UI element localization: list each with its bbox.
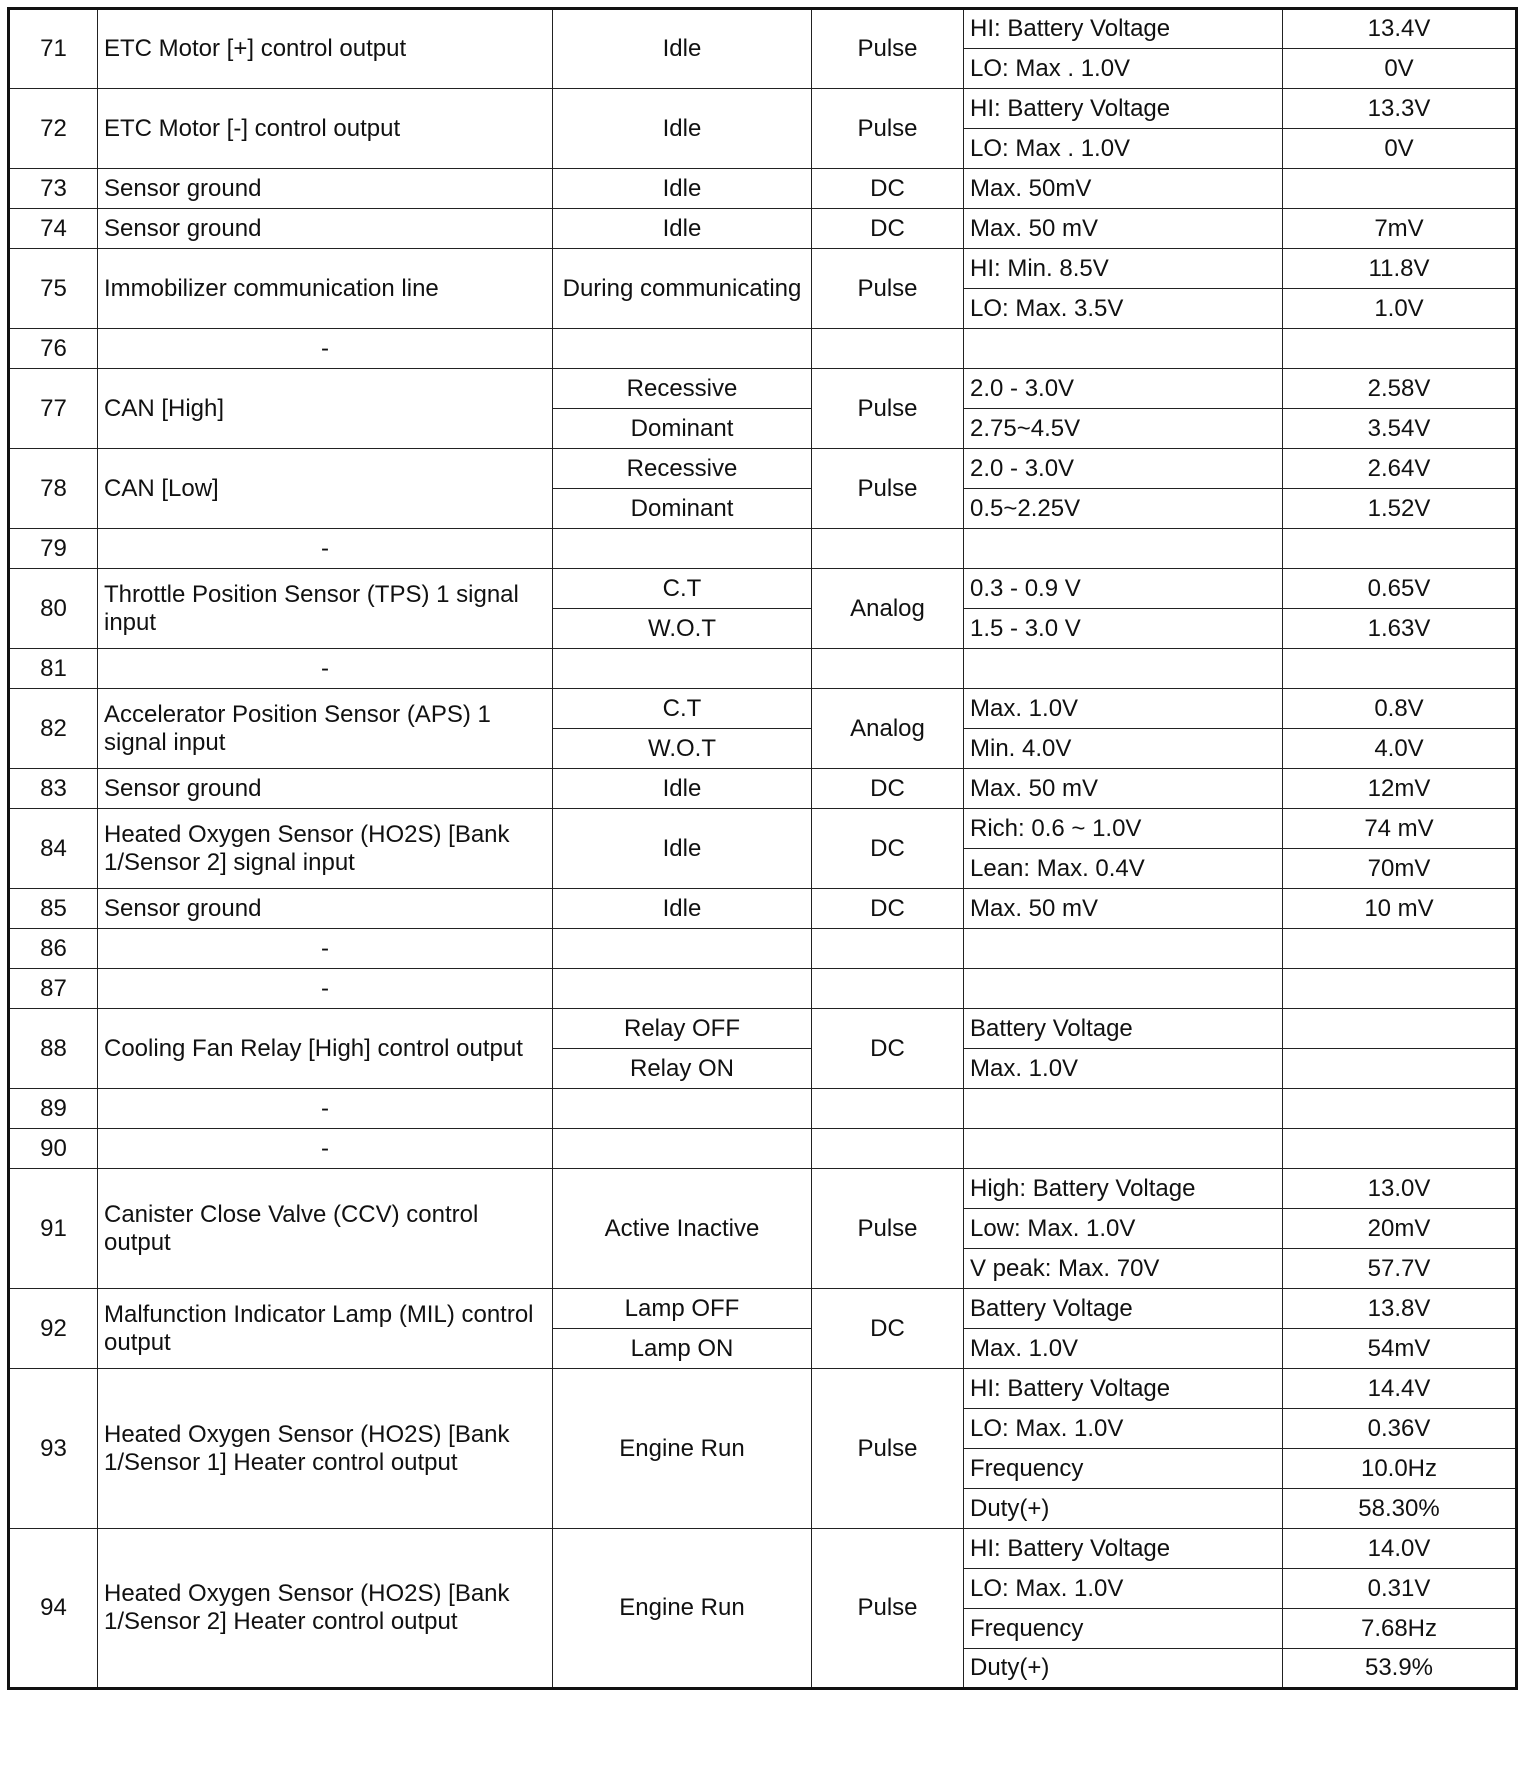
table-row [9,569,1517,609]
pin-number: 71 [9,9,98,89]
signal-type: Pulse [812,249,964,329]
pin-condition [553,329,812,369]
pin-condition: Idle [553,89,812,169]
spec-value: Battery Voltage [964,1289,1283,1329]
pin-number: 74 [9,209,98,249]
spec-value: Low: Max. 1.0V [964,1209,1283,1249]
pin-description: CAN [Low] [98,449,553,529]
pin-description: Accelerator Position Sensor (APS) 1 signal input [98,689,553,769]
signal-type: DC [812,209,964,249]
signal-type: Pulse [812,9,964,89]
measured-value: 2.64V [1283,449,1517,489]
pin-number: 93 [9,1369,98,1529]
measured-value: 20mV [1283,1209,1517,1249]
spec-value: HI: Battery Voltage [964,89,1283,129]
spec-value [964,529,1283,569]
pin-description: - [98,329,553,369]
table-row [9,769,1517,809]
pin-condition: Idle [553,889,812,929]
spec-value: Min. 4.0V [964,729,1283,769]
table-row [9,929,1517,969]
measured-value [1283,1089,1517,1129]
pin-description: Immobilizer communication line [98,249,553,329]
spec-value: 0.5~2.25V [964,489,1283,529]
measured-value [1283,529,1517,569]
pin-number: 80 [9,569,98,649]
measured-value: 58.30% [1283,1489,1517,1529]
measured-value: 10.0Hz [1283,1449,1517,1489]
table-row [9,1529,1517,1569]
spec-value: LO: Max. 3.5V [964,289,1283,329]
measured-value: 14.4V [1283,1369,1517,1409]
table-row [9,529,1517,569]
pin-condition: Dominant [553,409,812,449]
spec-value: Max. 1.0V [964,1049,1283,1089]
pin-description: Sensor ground [98,209,553,249]
pin-number: 72 [9,89,98,169]
spec-value: LO: Max. 1.0V [964,1569,1283,1609]
spec-value: 2.0 - 3.0V [964,369,1283,409]
signal-type: Pulse [812,369,964,449]
pin-condition [553,649,812,689]
spec-value [964,1129,1283,1169]
pin-description: - [98,929,553,969]
table-row [9,9,1517,49]
pin-condition: C.T [553,689,812,729]
pin-number: 73 [9,169,98,209]
signal-type: Pulse [812,449,964,529]
pin-condition: Lamp OFF [553,1289,812,1329]
pin-table-body [9,9,1517,1689]
signal-type: Pulse [812,1529,964,1689]
pin-table [7,7,1518,1690]
spec-value: Frequency [964,1449,1283,1489]
spec-value: LO: Max . 1.0V [964,129,1283,169]
pin-number: 81 [9,649,98,689]
pin-number: 78 [9,449,98,529]
pin-condition: Idle [553,9,812,89]
pin-number: 82 [9,689,98,769]
spec-value: Max. 1.0V [964,1329,1283,1369]
pin-number: 88 [9,1009,98,1089]
pin-number: 84 [9,809,98,889]
signal-type [812,329,964,369]
table-row [9,169,1517,209]
pin-condition: Recessive [553,449,812,489]
pin-condition: Idle [553,209,812,249]
pin-number: 76 [9,329,98,369]
spec-value: LO: Max . 1.0V [964,49,1283,89]
pin-number: 89 [9,1089,98,1129]
table-row [9,889,1517,929]
pin-condition: W.O.T [553,609,812,649]
measured-value [1283,969,1517,1009]
measured-value: 2.58V [1283,369,1517,409]
measured-value: 3.54V [1283,409,1517,449]
signal-type [812,929,964,969]
table-row [9,969,1517,1009]
spec-value: Max. 50 mV [964,209,1283,249]
pin-condition: Idle [553,809,812,889]
spec-value: 2.75~4.5V [964,409,1283,449]
pin-description: ETC Motor [-] control output [98,89,553,169]
spec-value: HI: Min. 8.5V [964,249,1283,289]
spec-value: HI: Battery Voltage [964,1529,1283,1569]
pin-description: Malfunction Indicator Lamp (MIL) control output [98,1289,553,1369]
pin-description: Heated Oxygen Sensor (HO2S) [Bank 1/Sensor 2] signal input [98,809,553,889]
spec-value [964,1089,1283,1129]
signal-type: DC [812,1009,964,1089]
table-row [9,209,1517,249]
table-row [9,1009,1517,1049]
spec-value: High: Battery Voltage [964,1169,1283,1209]
pin-description: Heated Oxygen Sensor (HO2S) [Bank 1/Sensor 2] Heater control output [98,1529,553,1689]
pin-condition [553,929,812,969]
measured-value [1283,1049,1517,1089]
pin-description: - [98,529,553,569]
spec-value: 1.5 - 3.0 V [964,609,1283,649]
measured-value: 13.0V [1283,1169,1517,1209]
pin-condition [553,969,812,1009]
measured-value: 11.8V [1283,249,1517,289]
page [7,7,1515,1690]
measured-value: 13.3V [1283,89,1517,129]
spec-value [964,649,1283,689]
pin-condition: Engine Run [553,1529,812,1689]
spec-value: Max. 50 mV [964,889,1283,929]
table-row [9,1369,1517,1409]
measured-value: 13.8V [1283,1289,1517,1329]
measured-value: 14.0V [1283,1529,1517,1569]
pin-condition: Dominant [553,489,812,529]
table-row [9,329,1517,369]
measured-value: 0V [1283,49,1517,89]
measured-value: 12mV [1283,769,1517,809]
pin-condition: C.T [553,569,812,609]
measured-value [1283,1009,1517,1049]
table-row [9,249,1517,289]
pin-condition: Active Inactive [553,1169,812,1289]
pin-condition: Engine Run [553,1369,812,1529]
table-row [9,809,1517,849]
pin-number: 92 [9,1289,98,1369]
table-row [9,89,1517,129]
pin-description: - [98,1089,553,1129]
spec-value: Duty(+) [964,1489,1283,1529]
signal-type [812,1129,964,1169]
pin-number: 83 [9,769,98,809]
table-row [9,369,1517,409]
measured-value: 1.52V [1283,489,1517,529]
spec-value: 2.0 - 3.0V [964,449,1283,489]
pin-condition: Relay ON [553,1049,812,1089]
pin-description: - [98,969,553,1009]
pin-number: 90 [9,1129,98,1169]
pin-condition: Idle [553,169,812,209]
measured-value: 4.0V [1283,729,1517,769]
spec-value: HI: Battery Voltage [964,1369,1283,1409]
measured-value [1283,929,1517,969]
spec-value: Battery Voltage [964,1009,1283,1049]
pin-description: - [98,649,553,689]
signal-type: Analog [812,569,964,649]
measured-value: 0.8V [1283,689,1517,729]
table-row [9,1289,1517,1329]
signal-type [812,1089,964,1129]
signal-type: Pulse [812,1169,964,1289]
spec-value: HI: Battery Voltage [964,9,1283,49]
spec-value: Frequency [964,1609,1283,1649]
pin-number: 91 [9,1169,98,1289]
measured-value: 54mV [1283,1329,1517,1369]
pin-description: Throttle Position Sensor (TPS) 1 signal input [98,569,553,649]
pin-description: Cooling Fan Relay [High] control output [98,1009,553,1089]
pin-description: Sensor ground [98,169,553,209]
spec-value: V peak: Max. 70V [964,1249,1283,1289]
measured-value: 13.4V [1283,9,1517,49]
spec-value: LO: Max. 1.0V [964,1409,1283,1449]
measured-value: 53.9% [1283,1649,1517,1689]
measured-value [1283,649,1517,689]
spec-value [964,929,1283,969]
pin-condition: W.O.T [553,729,812,769]
measured-value: 7mV [1283,209,1517,249]
signal-type [812,649,964,689]
measured-value: 74 mV [1283,809,1517,849]
signal-type: DC [812,1289,964,1369]
spec-value [964,329,1283,369]
pin-number: 87 [9,969,98,1009]
measured-value: 7.68Hz [1283,1609,1517,1649]
measured-value: 0V [1283,129,1517,169]
pin-number: 94 [9,1529,98,1689]
pin-number: 75 [9,249,98,329]
measured-value [1283,1129,1517,1169]
pin-condition [553,1089,812,1129]
measured-value: 1.0V [1283,289,1517,329]
pin-description: Sensor ground [98,889,553,929]
measured-value: 0.36V [1283,1409,1517,1449]
signal-type: Pulse [812,89,964,169]
measured-value: 57.7V [1283,1249,1517,1289]
pin-description: Sensor ground [98,769,553,809]
pin-condition: Idle [553,769,812,809]
spec-value: Duty(+) [964,1649,1283,1689]
table-row [9,649,1517,689]
signal-type: DC [812,889,964,929]
signal-type: Analog [812,689,964,769]
measured-value: 10 mV [1283,889,1517,929]
spec-value: 0.3 - 0.9 V [964,569,1283,609]
signal-type [812,969,964,1009]
measured-value: 70mV [1283,849,1517,889]
spec-value: Max. 50 mV [964,769,1283,809]
spec-value: Lean: Max. 0.4V [964,849,1283,889]
table-row [9,449,1517,489]
signal-type: DC [812,809,964,889]
spec-value: Max. 50mV [964,169,1283,209]
measured-value [1283,329,1517,369]
signal-type [812,529,964,569]
pin-description: ETC Motor [+] control output [98,9,553,89]
table-row [9,1129,1517,1169]
signal-type: Pulse [812,1369,964,1529]
signal-type: DC [812,169,964,209]
signal-type: DC [812,769,964,809]
measured-value: 1.63V [1283,609,1517,649]
spec-value: Max. 1.0V [964,689,1283,729]
measured-value: 0.31V [1283,1569,1517,1609]
pin-description: Canister Close Valve (CCV) control output [98,1169,553,1289]
table-row [9,1169,1517,1209]
spec-value: Rich: 0.6 ~ 1.0V [964,809,1283,849]
pin-condition [553,1129,812,1169]
pin-description: CAN [High] [98,369,553,449]
pin-condition: Lamp ON [553,1329,812,1369]
pin-number: 85 [9,889,98,929]
pin-number: 79 [9,529,98,569]
pin-condition [553,529,812,569]
table-row [9,689,1517,729]
pin-condition: Recessive [553,369,812,409]
spec-value [964,969,1283,1009]
pin-description: Heated Oxygen Sensor (HO2S) [Bank 1/Sensor 1] Heater control output [98,1369,553,1529]
pin-description: - [98,1129,553,1169]
table-row [9,1089,1517,1129]
pin-number: 77 [9,369,98,449]
measured-value: 0.65V [1283,569,1517,609]
measured-value [1283,169,1517,209]
pin-condition: Relay OFF [553,1009,812,1049]
pin-number: 86 [9,929,98,969]
pin-condition: During communicating [553,249,812,329]
